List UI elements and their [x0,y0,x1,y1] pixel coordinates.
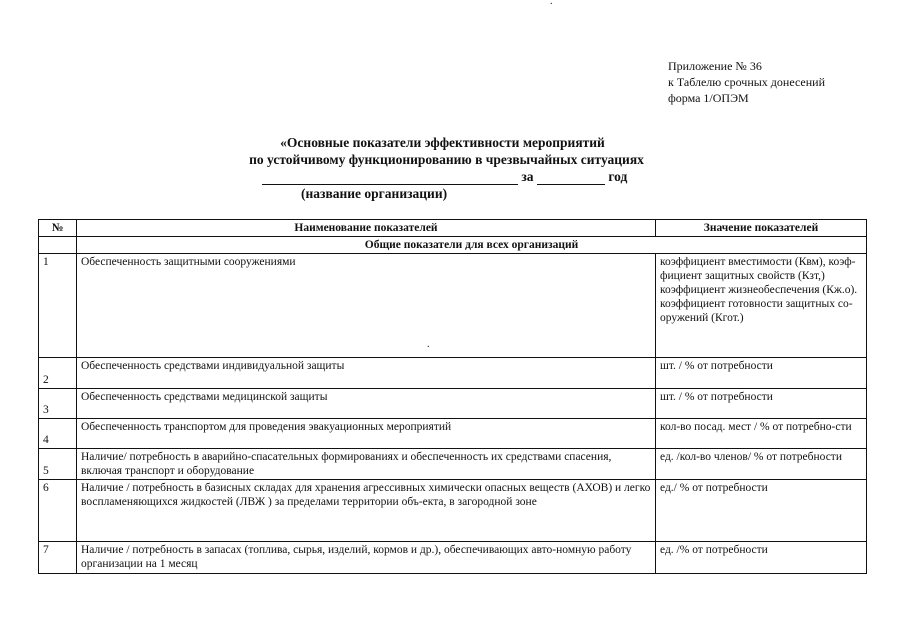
appendix-block [668,58,825,106]
row-num: 1 [39,254,77,358]
row-name: Наличие / потребность в базисных складах для хранения агрессивных химически опасных веществ (АХОВ) и легко воспламеняющихся жидкостей (ЛВЖ ) за пределами территории объ-екта, в загородной зоне [77,480,656,542]
title-line-2: по устойчивому функционированию в чрезвычайных ситуациях [249,152,644,167]
header-num: № [39,220,77,237]
section-row [39,237,867,254]
org-name-blank [262,172,518,185]
org-caption: (название организации) [301,186,448,201]
section-title: Общие показатели для всех организаций [77,237,867,254]
year-blank [537,172,605,185]
za-label: за [521,169,534,184]
god-label: год [608,169,628,184]
row-name: Наличие/ потребность в аварийно-спасательных формированиях и обеспеченность их средствами спасения, включая транспорт и оборудование [77,449,656,480]
table-header-row [39,220,867,237]
row-value: коэффициент вместимости (Квм), коэф-фициент защитных свойств (Кзт,) коэффициент жизнеобеспечения (Кж.о). коэффициент готовности защитных со-оружений (Кгот.) [656,254,867,358]
appendix-line-2: к Таблелю срочных донесений [668,75,826,89]
row-num: 5 [39,449,77,480]
row-value: шт. / % от потребности [656,358,867,389]
header-value: Значение показателей [656,220,867,237]
table-row [39,254,867,358]
row-value: ед. /кол-во членов/ % от потребности [656,449,867,480]
section-num-cell [39,237,77,254]
appendix-line-1: Приложение № 36 [668,59,762,73]
row-value: ед./ % от потребности [656,480,867,542]
row-num: 6 [39,480,77,542]
table-row [39,449,867,480]
row-num: 2 [39,358,77,389]
table-row [39,389,867,419]
indicators-table [38,219,867,574]
row-num: 4 [39,419,77,449]
row-value: кол-во посад. мест / % от потребно-сти [656,419,867,449]
appendix-line-3: форма 1/ОПЭМ [668,91,749,105]
table-row [39,419,867,449]
header-name: Наименование показателей [77,220,656,237]
row-name: Обеспеченность защитными сооружениями [77,254,656,358]
org-period-line [262,168,627,185]
row-num: 7 [39,542,77,574]
row-value: ед. /% от потребности [656,542,867,574]
title-line-1: «Основные показатели эффективности мероприятий [280,135,605,150]
table-row [39,542,867,574]
table-row [39,480,867,542]
row-name: Обеспеченность средствами медицинской защиты [77,389,656,419]
scan-dot: . [550,0,553,7]
scan-dot: . [427,339,430,350]
row-name: Наличие / потребность в запасах (топлива, сырья, изделий, кормов и др.), обеспечивающих авто-номную работу организации на 1 месяц [77,542,656,574]
row-name: Обеспеченность транспортом для проведения эвакуационных мероприятий [77,419,656,449]
table-row [39,358,867,389]
row-name: Обеспеченность средствами индивидуальной защиты [77,358,656,389]
row-num: 3 [39,389,77,419]
row-value: шт. / % от потребности [656,389,867,419]
